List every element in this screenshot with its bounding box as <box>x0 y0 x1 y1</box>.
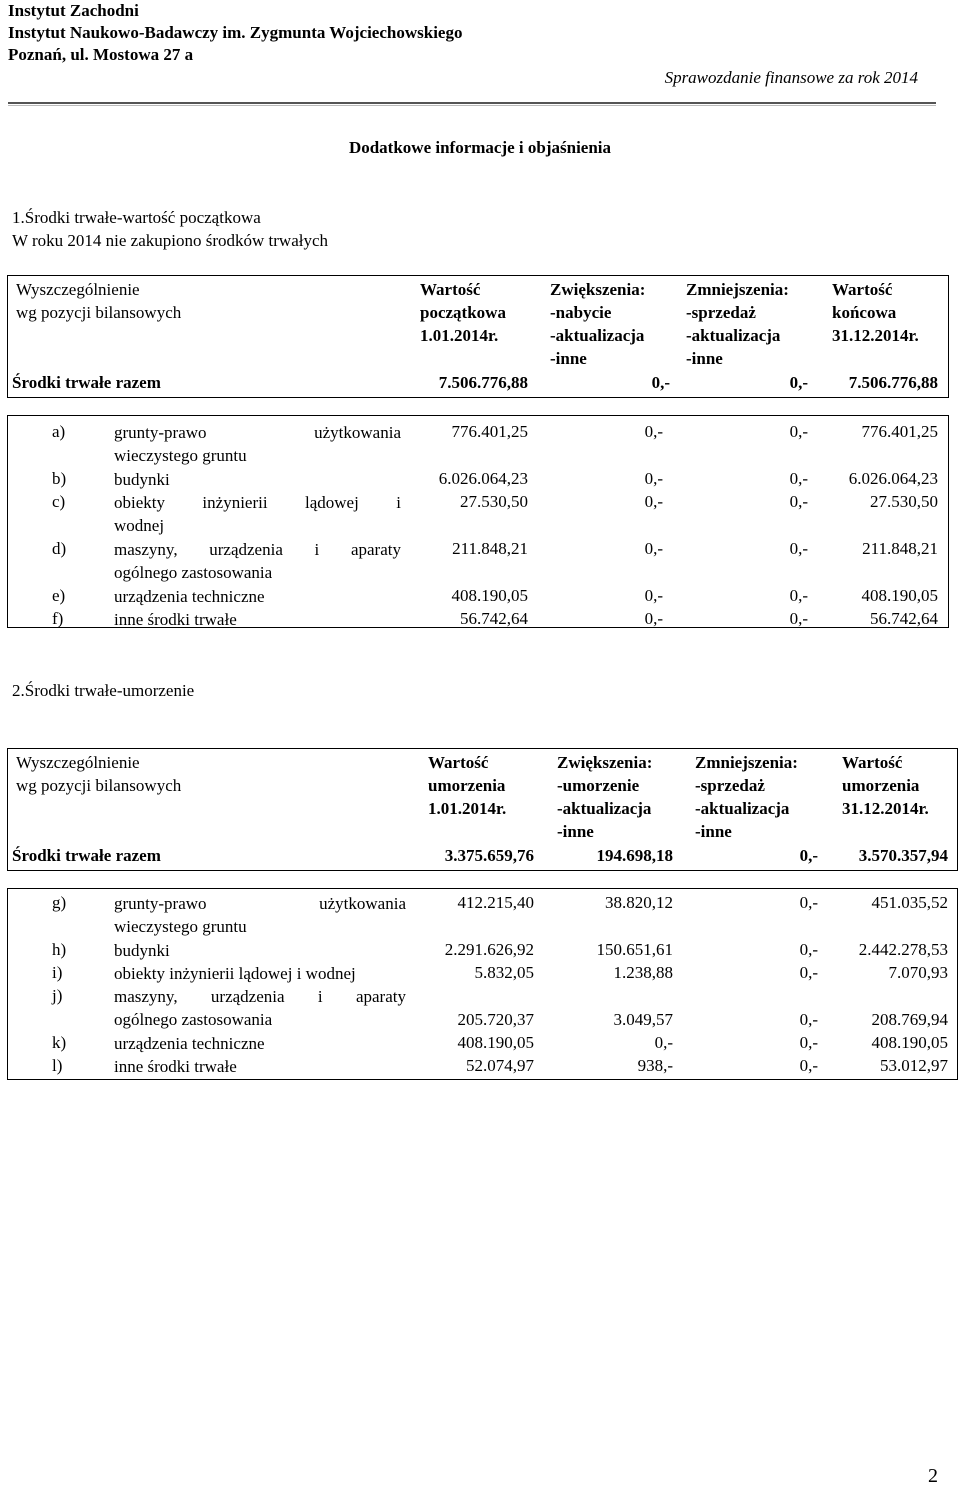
row-description <box>114 985 406 1031</box>
section2-heading: 2.Środki trwałe-umorzenie <box>12 681 195 700</box>
row-letter: a) <box>52 422 66 441</box>
section2-total-label: Środki trwałe razem <box>12 846 161 865</box>
row-value-4: 27.530,50 <box>870 492 938 511</box>
section2-column-header-5 <box>842 751 929 820</box>
header-divider <box>8 102 936 104</box>
row-value-3: 0,- <box>789 492 808 511</box>
section1-total-value-3: 0,- <box>789 373 808 392</box>
section1-heading: 1.Środki trwałe-wartość początkowa <box>12 208 261 227</box>
section1-total-value-2: 0,- <box>651 373 670 392</box>
header-divider-shadow <box>8 105 936 106</box>
row-description-word: maszyny, <box>114 540 178 559</box>
row-description <box>114 962 406 985</box>
column-header-line: 1.01.2014r. <box>420 326 499 345</box>
row-description-word: budynki <box>114 941 170 960</box>
column-header-line: Zmniejszenia: <box>686 280 789 299</box>
row-description <box>114 538 401 584</box>
row-description-line1 <box>114 491 401 514</box>
row-description <box>114 585 401 608</box>
row-value-4: 53.012,97 <box>880 1056 948 1075</box>
row-value-1: 5.832,05 <box>474 963 534 982</box>
section2-total-value-4: 3.570.357,94 <box>858 846 948 865</box>
row-value-2: 3.049,57 <box>613 1010 673 1029</box>
section1-column-header-1 <box>16 278 181 324</box>
row-description-line1 <box>114 892 406 915</box>
row-value-2: 0,- <box>644 586 663 605</box>
row-value-1: 776.401,25 <box>451 422 528 441</box>
row-value-4: 211.848,21 <box>862 539 938 558</box>
section2-column-header-2 <box>428 751 506 820</box>
column-header-line: -inne <box>550 349 587 368</box>
row-letter: j) <box>52 986 63 1005</box>
row-description-word: urządzenia techniczne <box>114 587 265 606</box>
row-description <box>114 608 401 631</box>
org-address: Poznań, ul. Mostowa 27 a <box>8 45 194 64</box>
column-header-line: -inne <box>686 349 723 368</box>
section1-column-header-2 <box>420 278 506 347</box>
row-description <box>114 1032 406 1055</box>
section1-note: W roku 2014 nie zakupiono środków trwałych <box>12 231 329 250</box>
column-header-line: końcowa <box>832 303 897 322</box>
row-description-word: obiekty <box>114 493 165 512</box>
row-value-3: 0,- <box>799 963 818 982</box>
row-description-word: inne środki trwałe <box>114 610 237 629</box>
section2-column-header-3 <box>557 751 652 843</box>
section2-total-value-2: 194.698,18 <box>596 846 673 865</box>
column-header-line: Wyszczególnienie <box>16 280 140 299</box>
column-header-line: 1.01.2014r. <box>428 799 507 818</box>
section2-total-value-3: 0,- <box>799 846 818 865</box>
row-value-1: 52.074,97 <box>466 1056 534 1075</box>
row-value-2: 0,- <box>644 469 663 488</box>
column-header-line: wg pozycji bilansowych <box>16 303 182 322</box>
row-value-1: 2.291.626,92 <box>444 940 534 959</box>
row-value-3: 0,- <box>789 586 808 605</box>
row-value-3: 0,- <box>789 422 808 441</box>
section1-column-header-3 <box>550 278 645 370</box>
row-description-word: użytkowania <box>314 423 401 442</box>
row-description-line2: wodnej <box>114 516 165 535</box>
row-value-2: 0,- <box>644 492 663 511</box>
row-description-word: użytkowania <box>319 894 406 913</box>
row-description-word: i <box>314 540 320 559</box>
row-description <box>114 939 406 962</box>
column-header-line: Zwiększenia: <box>557 753 653 772</box>
row-description-word: grunty-prawo <box>114 423 207 442</box>
row-description-word: urządzenia <box>210 987 285 1006</box>
row-description-word: urządzenia <box>209 540 283 559</box>
column-header-line: -inne <box>695 822 732 841</box>
column-header-line: Zmniejszenia: <box>695 753 798 772</box>
row-description-line1 <box>114 468 401 491</box>
section1-total-label: Środki trwałe razem <box>12 373 161 392</box>
row-description <box>114 468 401 491</box>
column-header-line: -umorzenie <box>557 776 640 795</box>
column-header-line: -nabycie <box>550 303 612 322</box>
row-value-2: 0,- <box>644 609 663 628</box>
column-header-line: -aktualizacja <box>550 326 645 345</box>
row-description-line1 <box>114 985 406 1008</box>
row-description-word: inżynierii <box>202 493 268 512</box>
column-header-line: -aktualizacja <box>695 799 790 818</box>
section1-column-header-5 <box>832 278 919 347</box>
row-description-line1 <box>114 421 401 444</box>
row-value-4: 451.035,52 <box>871 893 948 912</box>
row-description-line2: ogólnego zastosowania <box>114 563 273 582</box>
column-header-line: Wartość <box>428 753 489 772</box>
row-description-line1 <box>114 608 401 631</box>
row-description-line1 <box>114 962 406 985</box>
row-value-4: 2.442.278,53 <box>858 940 948 959</box>
row-value-2: 0,- <box>644 539 663 558</box>
row-value-2: 938,- <box>637 1056 673 1075</box>
row-value-3: 0,- <box>789 539 808 558</box>
row-description <box>114 1055 406 1078</box>
row-description-word: maszyny, <box>114 987 178 1006</box>
row-description <box>114 491 401 537</box>
row-value-4: 408.190,05 <box>861 586 938 605</box>
row-value-3: 0,- <box>789 609 808 628</box>
column-header-line: wg pozycji bilansowych <box>16 776 182 795</box>
row-value-1: 205.720,37 <box>457 1010 534 1029</box>
column-header-line: początkowa <box>420 303 506 322</box>
row-value-4: 6.026.064,23 <box>848 469 938 488</box>
column-header-line: -inne <box>557 822 594 841</box>
column-header-line: -sprzedaż <box>686 303 756 322</box>
row-description-line1 <box>114 1055 406 1078</box>
column-header-line: -sprzedaż <box>695 776 765 795</box>
column-header-line: Wartość <box>832 280 893 299</box>
row-value-4: 776.401,25 <box>861 422 938 441</box>
column-header-line: 31.12.2014r. <box>842 799 929 818</box>
row-description-line1 <box>114 538 401 561</box>
row-value-4: 208.769,94 <box>871 1010 948 1029</box>
row-letter: g) <box>52 893 67 912</box>
section1-total-value-4: 7.506.776,88 <box>848 373 938 392</box>
section1-heading-block <box>12 206 328 252</box>
section2-total-value-1: 3.375.659,76 <box>444 846 534 865</box>
column-header-line: Wyszczególnienie <box>16 753 140 772</box>
row-description-word: urządzenia techniczne <box>114 1034 265 1053</box>
column-header-line: Zwiększenia: <box>550 280 646 299</box>
row-description-word: aparaty <box>350 540 401 559</box>
row-description-word: i <box>317 987 323 1006</box>
document-title: Dodatkowe informacje i objaśnienia <box>348 138 612 157</box>
row-letter: b) <box>52 469 67 488</box>
row-letter: l) <box>52 1056 63 1075</box>
column-header-line: 31.12.2014r. <box>832 326 919 345</box>
row-description-line2: wieczystego gruntu <box>114 917 247 936</box>
row-value-1: 412.215,40 <box>457 893 534 912</box>
row-value-4: 7.070,93 <box>888 963 948 982</box>
row-value-3: 0,- <box>799 1056 818 1075</box>
row-value-1: 56.742,64 <box>460 609 528 628</box>
row-description-line2: ogólnego zastosowania <box>114 1010 273 1029</box>
column-header-line: umorzenia <box>428 776 506 795</box>
row-description-line1 <box>114 585 401 608</box>
row-description-line1 <box>114 939 406 962</box>
row-value-2: 0,- <box>644 422 663 441</box>
row-value-1: 6.026.064,23 <box>438 469 528 488</box>
row-description-word: aparaty <box>355 987 406 1006</box>
row-value-1: 27.530,50 <box>460 492 528 511</box>
row-value-2: 150.651,61 <box>596 940 673 959</box>
row-letter: d) <box>52 539 67 558</box>
row-description <box>114 892 406 938</box>
column-header-line: -aktualizacja <box>557 799 652 818</box>
section2-column-header-4 <box>695 751 798 843</box>
section2-heading-block <box>12 679 194 702</box>
row-value-1: 408.190,05 <box>457 1033 534 1052</box>
row-value-3: 0,- <box>799 1033 818 1052</box>
page-number: 2 <box>928 1465 938 1487</box>
row-description-line1 <box>114 1032 406 1055</box>
row-value-3: 0,- <box>799 893 818 912</box>
row-value-3: 0,- <box>799 940 818 959</box>
row-description-word: grunty-prawo <box>114 894 207 913</box>
row-value-2: 0,- <box>654 1033 673 1052</box>
org-name-line1: Instytut Zachodni <box>8 1 139 20</box>
row-description-word: obiekty inżynierii lądowej i wodnej <box>114 964 356 983</box>
org-name-line2: Instytut Naukowo-Badawczy im. Zygmunta Wojciechowskiego <box>8 23 463 42</box>
column-header-line: -aktualizacja <box>686 326 781 345</box>
row-description-word: budynki <box>114 470 170 489</box>
row-description-word: i <box>396 493 401 512</box>
organization-header <box>8 0 462 66</box>
column-header-line: Wartość <box>420 280 481 299</box>
row-letter: f) <box>52 609 64 628</box>
row-value-1: 408.190,05 <box>451 586 528 605</box>
section1-column-header-4 <box>686 278 789 370</box>
row-letter: c) <box>52 492 66 511</box>
row-description-word: lądowej <box>305 493 359 512</box>
report-title: Sprawozdanie finansowe za rok 2014 <box>664 68 918 87</box>
row-value-4: 56.742,64 <box>870 609 938 628</box>
column-header-line: Wartość <box>842 753 903 772</box>
row-value-4: 408.190,05 <box>871 1033 948 1052</box>
section2-column-header-1 <box>16 751 181 797</box>
row-value-2: 38.820,12 <box>605 893 673 912</box>
row-value-3: 0,- <box>799 1010 818 1029</box>
section1-total-value-1: 7.506.776,88 <box>438 373 528 392</box>
row-value-3: 0,- <box>789 469 808 488</box>
row-letter: k) <box>52 1033 67 1052</box>
row-letter: e) <box>52 586 66 605</box>
row-letter: i) <box>52 963 63 982</box>
row-value-1: 211.848,21 <box>452 539 528 558</box>
row-description-line2: wieczystego gruntu <box>114 446 247 465</box>
row-letter: h) <box>52 940 67 959</box>
column-header-line: umorzenia <box>842 776 920 795</box>
row-description-word: inne środki trwałe <box>114 1057 237 1076</box>
row-description <box>114 421 401 467</box>
row-value-2: 1.238,88 <box>613 963 673 982</box>
